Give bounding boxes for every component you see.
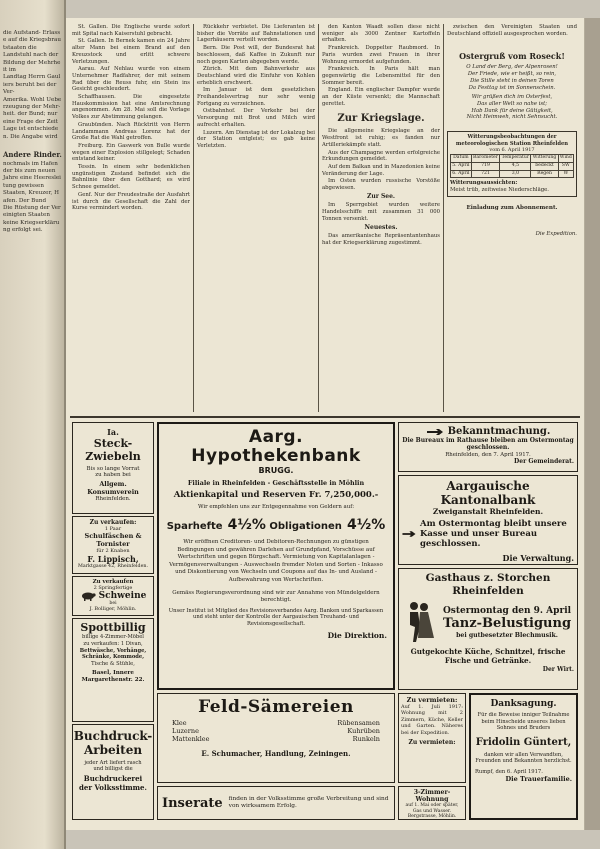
saemereien-item: Luzerne: [172, 727, 199, 735]
weather-header: Barometer: [471, 155, 500, 163]
ad-line: Allgem. Konsumverein: [87, 480, 139, 496]
ad-line: F. Lippisch,: [87, 554, 139, 564]
ad-line: bei: [109, 601, 117, 606]
storchen-food: Gutgekochte Küche, Schnitzel, frische Fische und Getränke.: [410, 647, 566, 665]
ad-line: 1 Paar: [104, 526, 122, 532]
newspaper-page: [66, 18, 584, 830]
saemereien-sender: E. Schumacher, Handlung, Zeiningen.: [201, 749, 351, 758]
saemereien-items: [162, 717, 390, 745]
poem-line: Hab Dank für deine Gütigkeit,: [471, 107, 553, 114]
column-rule: [318, 24, 319, 412]
kantonalbank-text: Am Ostermontag bleibt unsere Kasse und unser Bureau geschlossen.: [419, 519, 567, 549]
inserate-word: Inserate: [162, 795, 223, 811]
weather-title: Witterungsbeobachtungen der meteorologischen Station Rheinfelden: [455, 134, 569, 147]
article-paragraph: Freiburg. Ein Gaswerk von Bulle wurde wegen einer Explosion stillgelegt; Schaden entstand keiner.: [72, 142, 190, 163]
sparhefte-label: Sparhefte: [166, 521, 223, 532]
saemereien-item: Runkeln: [352, 735, 380, 743]
bank-sign: Die Direktion.: [327, 630, 387, 640]
forecast-title: Witterungsaussichten:: [450, 180, 518, 187]
bank-member: Unser Institut ist Mitglied des Revisionsverbandes Aarg. Banken und Sparkassen und steht unter der Kontrolle der Aargauischen Treuhand- und Revisionsgesellschaft.: [168, 607, 384, 628]
rental-title: Zu vermieten:: [406, 696, 458, 704]
weather-cell: 5. April: [451, 162, 472, 170]
ad-feld-saemereien: [157, 693, 395, 783]
ad-line: jeder Art liefert rasch: [84, 760, 142, 766]
subheading-zur-see: Zur See.: [366, 192, 396, 200]
danksagung-place: Rumpf, den 6. April 1917.: [475, 768, 543, 775]
left-page-fragment: keine Kriegserklärung erfolgt sei.: [3, 219, 60, 234]
bekannt-sign: Der Gemeinderat.: [514, 457, 574, 465]
poem-line: Nicht Heimweh, nicht Sehnsucht.: [466, 114, 558, 121]
news-column-2: [197, 24, 315, 414]
abonnement-note: Einladung zum Abonnement.: [466, 204, 558, 211]
ad-line: Marktgasse 42, Rheinfelden.: [77, 564, 149, 569]
section-divider: [70, 416, 580, 418]
bank-capital: Aktienkapital und Reserven Fr. 7,250,000.-: [173, 490, 379, 500]
saemereien-item: Mattenklee: [172, 735, 210, 743]
ad-line: Zu verkaufen: [92, 579, 134, 585]
section-heading-kriegslage: Zur Kriegslage.: [337, 113, 425, 125]
saemereien-title: Feld-Sämereien: [198, 697, 354, 717]
article-paragraph: St. Gallen. Die Englische wurde sofort mit Spital nach Kaiserstuhl gebracht.: [72, 24, 190, 37]
weather-header: Datum: [451, 155, 472, 163]
weather-cell: Regen: [531, 170, 558, 178]
poem-line: Da Festtag ist im Sonnenschein.: [468, 84, 556, 91]
ad-headline: Spottbillig: [80, 621, 146, 634]
bank-guarantee: Gemäss Regierungsverordnung sind wir zur Annahme von Mündelgeldern berechtigt.: [172, 589, 380, 603]
danksagung-sign: Die Trauerfamilie.: [505, 774, 572, 783]
article-paragraph: Ostbahnhof. Der Verkehr bei der Versorgung mit Brot und Milch wird aufrecht erhalten.: [197, 108, 315, 128]
ad-line: der Volksstimme.: [79, 783, 147, 792]
inserate-text: finden in der Volksstimme große Verbreitung und sind von wirksamem Erfolg.: [228, 796, 389, 809]
article-paragraph: Die allgemeine Kriegslage an der Westfront ist ruhig; es fanden nur Artilleriekämpfe statt.: [322, 128, 440, 148]
ad-bekanntmachung: [398, 422, 578, 472]
oblig-label: Obligationen: [269, 521, 342, 532]
ad-headline: Schweine: [98, 591, 147, 601]
news-column-3: [322, 24, 440, 414]
left-page-fragment: heit. der Bund; nur eine Frage der Zeit: [3, 111, 58, 125]
article-paragraph: Bern. Die Post will, der Bundesrat hat beschlossen, daß Kaffee in Zukunft nur noch gegen Karten abgegeben werde.: [197, 45, 315, 65]
poem: [447, 64, 577, 121]
weather-table: [450, 154, 574, 178]
ad-zu-vermieten-2: [398, 786, 466, 820]
poem-title: Ostergruß vom Roseck!: [459, 51, 565, 62]
poem-line: O Land der Berg, der Alpenrosen!: [466, 64, 558, 71]
kantonalbank-sub: Zweiganstalt Rheinfelden.: [432, 507, 544, 516]
column-rule: [193, 24, 194, 412]
ad-line: 2 Springfertige: [93, 585, 133, 591]
left-page-fragment: Landstuhl nach der Bildung der Mehrheit im: [3, 52, 61, 74]
bank-rates: [165, 514, 387, 533]
ad-line: Buchdruckerei: [83, 774, 143, 783]
bank-offer: Wir empfehlen uns zur Entgegennahme von Geldern auf:: [197, 504, 355, 510]
weather-cell: 3,0: [500, 170, 531, 178]
left-page-fragment: Die Rüstung der Vereinigten Staaten: [3, 204, 61, 219]
ad-line: Tische & Stühle,: [91, 661, 135, 668]
forecast-text: Meist trüb, zeitweise Niederschläge.: [450, 186, 549, 193]
article-paragraph: St. Gallen. In Bernek kamen ein 24 Jahre alter Mann bei einem Brand auf den Kreuzstock und erlitt schwere Verletzungen.: [72, 38, 190, 65]
storchen-sign: Der Wirt.: [542, 666, 574, 673]
bekannt-date: Rheinfelden, den 7. April 1917.: [445, 451, 531, 458]
article-paragraph: Genf. Nur der Freudestraße der Ausfahrt ist durch die Gesellschaft die Zahl der Kurse vermindert worden.: [72, 191, 190, 212]
ad-kantonalbank: [398, 475, 578, 565]
ad-line: und billigst die: [93, 766, 133, 772]
ad-line: Rheinfelden.: [95, 496, 131, 502]
ad-headline: Steck-Zwiebeln: [85, 437, 141, 463]
rental-title: 3-Zimmer-Wohnung: [413, 789, 451, 803]
ad-hypothekenbank: [157, 422, 395, 690]
weather-subtitle: vom 6. April 1917: [489, 147, 535, 154]
rental-footer: Zu vermieten:: [408, 739, 456, 747]
table-row: [451, 162, 574, 170]
bekannt-title: Bekanntmachung.: [447, 426, 551, 437]
weather-header: Witterung: [531, 155, 558, 163]
ad-line: billige 4-Zimmer-Möbel: [82, 634, 144, 640]
weather-cell: 719: [471, 162, 500, 170]
ad-line: zu verkaufen: 1 Divan,: [83, 640, 143, 647]
article-paragraph: Im Sperrgebiet wurden weitere Handelsschiffe mit zusammen 31 000 Tonnen versenkt.: [322, 202, 440, 222]
article-paragraph: England. Ein englischer Dampfer wurde an der Küste versenkt; die Mannschaft gerettet.: [322, 87, 440, 107]
article-paragraph: Frankreich. In Paris hält man gegenwärtig die Lebensmittel für den Sommer bereit.: [322, 66, 440, 86]
danksagung-title: Danksagung.: [490, 699, 557, 709]
rental-text: Auf 1. Juli 1917: Wohnung mit 2 Zimmern, Küche, Keller und Garten. Näheres bei der Expedition.: [401, 704, 463, 736]
oblig-rate: 4½%: [347, 517, 386, 533]
left-page-fragment: Jahre eine Heeresleitung gewissen: [3, 175, 61, 189]
ad-line: Schränke, Kommode,: [81, 654, 145, 661]
poem-line: Wir grüßen dich im Osterfest,: [471, 94, 553, 101]
ad-headline: Buchdruck-: [73, 729, 153, 743]
weather-header: Temperatur: [500, 155, 531, 163]
article-paragraph: Luzern. Am Dienstag ist der Lokalzug bei der Station entgleist; es gab keine Verletzten.: [197, 129, 315, 149]
saemereien-item: Rübensamen: [337, 719, 380, 727]
article-paragraph: Aarau. Auf Nehlau wurde von einem Unternehmer Radfahrer, der mit seinem Rad über die Reuss fuhr, ein Stein ins Gesicht geschleudert.: [72, 66, 190, 93]
left-page-fragment: Landtag Herrn Gauliers beruht bei der Ver-: [3, 74, 61, 96]
weather-box: [447, 131, 577, 197]
article-paragraph: Tessin. In einem sehr bedenklichen ungünstigen Zustand befindet sich die Bahnlinie über den Gotthard; es wird Schnee gemeldet.: [72, 164, 190, 191]
ad-headline: Schulfäschen & Tornister: [84, 532, 142, 548]
left-page-fragment: Amerika. Wohl Ueberzeugung der Mehr-: [3, 96, 62, 111]
weather-cell: 721: [471, 170, 500, 178]
news-column-4: [447, 24, 577, 414]
ad-line: Bettwäsche, Vorhänge,: [79, 647, 147, 654]
article-paragraph: Rückkehr verbietet. Die Lieferanten ist bisher die Vorräte auf Bahnstationen und Lagerhäusern verteilt worden.: [197, 24, 315, 44]
pig-icon: [80, 591, 96, 601]
ad-line: Zu verkaufen:: [89, 519, 137, 526]
ad-zu-vermieten-1: [398, 693, 466, 783]
weather-cell: bedeckt: [531, 162, 558, 170]
ad-line: J. Bolliger, Möhlin.: [89, 606, 137, 612]
ad-line: zu haben bei: [95, 472, 131, 478]
saemereien-item: Kuhrüben: [347, 727, 380, 735]
subheading-neuestes: Neuestes.: [364, 223, 398, 231]
article-paragraph: Aus der Champagne werden erfolgreiche Erkundungen gemeldet.: [322, 149, 440, 163]
article-paragraph: Graubünden. Nach Rücktritt von Herrn Landammann Andreas Lorenz hat der Große Rat die Wahl getroffen.: [72, 121, 190, 142]
storchen-title: Gasthaus z. Storchen Rheinfelden: [425, 572, 551, 597]
poem-line: Der Friede, wie er heißt, so rein,: [467, 71, 557, 78]
article-paragraph: Im Osten wurden russische Vorstöße abgewiesen.: [322, 178, 440, 192]
ad-headline: Arbeiten: [83, 743, 143, 757]
danksagung-name: Fridolin Güntert,: [475, 736, 572, 748]
pointing-hand-icon: [426, 428, 444, 436]
article-paragraph: den Kanton Waadt sollen diese nicht weniger als 3000 Zentner Kartoffeln erhalten.: [322, 24, 440, 44]
left-page-fragment: Staaten, Kreuzer, Hafen. Der Bund: [3, 190, 59, 204]
table-row: [451, 170, 574, 178]
ad-danksagung: [469, 693, 578, 820]
left-page-edge: [0, 0, 66, 849]
expedition-sign: Die Expedition.: [535, 231, 577, 238]
column-rule: [443, 24, 444, 412]
storchen-date: Ostermontag den 9. April: [442, 605, 572, 616]
bank-title: Aarg. Hypothekenbank: [191, 427, 361, 466]
bekannt-text: Die Bureaux im Rathause bleiben am Ostermontag geschlossen.: [402, 437, 574, 452]
article-paragraph: Zürich. Mit dem Bahnverkehr aus Deutschland wird die Einfuhr von Kohlen erheblich erschwert.: [197, 66, 315, 86]
storchen-music: bei gutbesetzter Blechmusik.: [456, 631, 558, 639]
kantonalbank-title: Aargauische Kantonalbank: [440, 479, 536, 507]
ad-schweine: [72, 576, 154, 616]
left-page-fragment: nochmals im Hafen der bis zum neuen: [3, 160, 58, 174]
bank-body: Wir eröffnen Creditoren- und Debitoren-Rechnungen zu günstigen Bedingungen und gewähren Darlehen auf Grundpfand, Vorschüsse auf Wertschriften und gegen Bürgschaft. Vermietung von Kapitalanlagen - Vermögensverwaltungen - Auswechseln fremder Noten und Sorten - Inkasso und Diskontierung von Wechseln und Coupons auf das In- und Ausland - Aufbewahrung von Wertschriften.: [169, 539, 383, 583]
book-edge: [584, 18, 600, 830]
ad-line: Bis so lange Vorrat: [86, 466, 140, 472]
left-page-fragment: Lage ist entschieden. Die Angabe wird: [3, 126, 59, 140]
weather-header: Wind: [558, 155, 573, 163]
ad-inserate: [157, 786, 395, 820]
weather-cell: SW: [558, 162, 573, 170]
rental-text: auf 1. Mai oder später, Gas und Wasser. Bergstrasse, Möhlin.: [405, 803, 459, 820]
ad-line: Basel, Innere Margarethenstr. 22.: [81, 669, 145, 683]
article-paragraph: Frankreich. Doppelter Raubmord. In Paris wurden zwei Frauen in ihrer Wohnung ermordet aufgefunden.: [322, 45, 440, 65]
ad-line: Ia.: [107, 427, 119, 437]
ad-tornister: [72, 516, 154, 574]
kantonalbank-sign: Die Verwaltung.: [502, 553, 574, 563]
pointing-hand-icon: [402, 527, 416, 541]
sparhefte-rate: 4½%: [227, 517, 266, 533]
danksagung-text2: danken wir allen Verwandten, Freunden und Bekannten herzlichst.: [475, 751, 572, 765]
ad-line: für 2 Knaben: [96, 548, 130, 554]
poem-line: Das aller Welt so nahe ist;: [476, 100, 548, 107]
weather-cell: 6. April: [451, 170, 472, 178]
article-paragraph: Im Januar ist dem gesetzlichen Freihandelsvertrag nur sehr wenig Fortgang zu verzeichnen.: [197, 87, 315, 107]
article-paragraph: zwischen den Vereinigten Staaten und Deutschland offiziell ausgesprochen worden.: [447, 24, 577, 37]
left-page-heading: Andere Rinder.: [3, 150, 62, 160]
bank-city: BRUGG.: [258, 466, 294, 475]
ad-spottbillig: [72, 618, 154, 722]
article-paragraph: Auf dem Balkan und in Mazedonien keine Veränderung der Lage.: [322, 163, 440, 177]
saemereien-item: Klee: [172, 719, 187, 727]
bank-filiale: Filiale in Rheinfelden - Geschäftsstelle in Möhlin: [187, 479, 365, 487]
news-column-1: [72, 24, 190, 414]
weather-cell: W: [558, 170, 573, 178]
danksagung-text: Für die Beweise inniger Teilnahme beim Hinscheide unseres lieben Sohnes und Bruders: [477, 712, 570, 732]
storchen-event: Tanz-Belustigung: [442, 615, 572, 631]
ad-buchdruck: [72, 724, 154, 820]
ad-steck-zwiebeln: [72, 422, 154, 514]
poem-line: Die Stille steht in deinen Toren: [470, 77, 554, 84]
weather-cell: 4,5: [500, 162, 531, 170]
dancing-couple-icon: [402, 600, 436, 644]
article-paragraph: Schaffhausen. Die eingesetzte Hauskommission hat eine Amtsrechnung angenommen. Am 28. Mai soll die Vorlage Volkes zur Abstimmung gelangen.: [72, 94, 190, 121]
article-paragraph: Das amerikanische Repräsentantenhaus hat der Kriegserklärung zugestimmt.: [322, 233, 440, 246]
left-page-fragment: die Aufstand- Erlasse auf die Kriegsbrautstaaten die: [3, 30, 61, 51]
ad-gasthaus-storchen: [398, 568, 578, 690]
